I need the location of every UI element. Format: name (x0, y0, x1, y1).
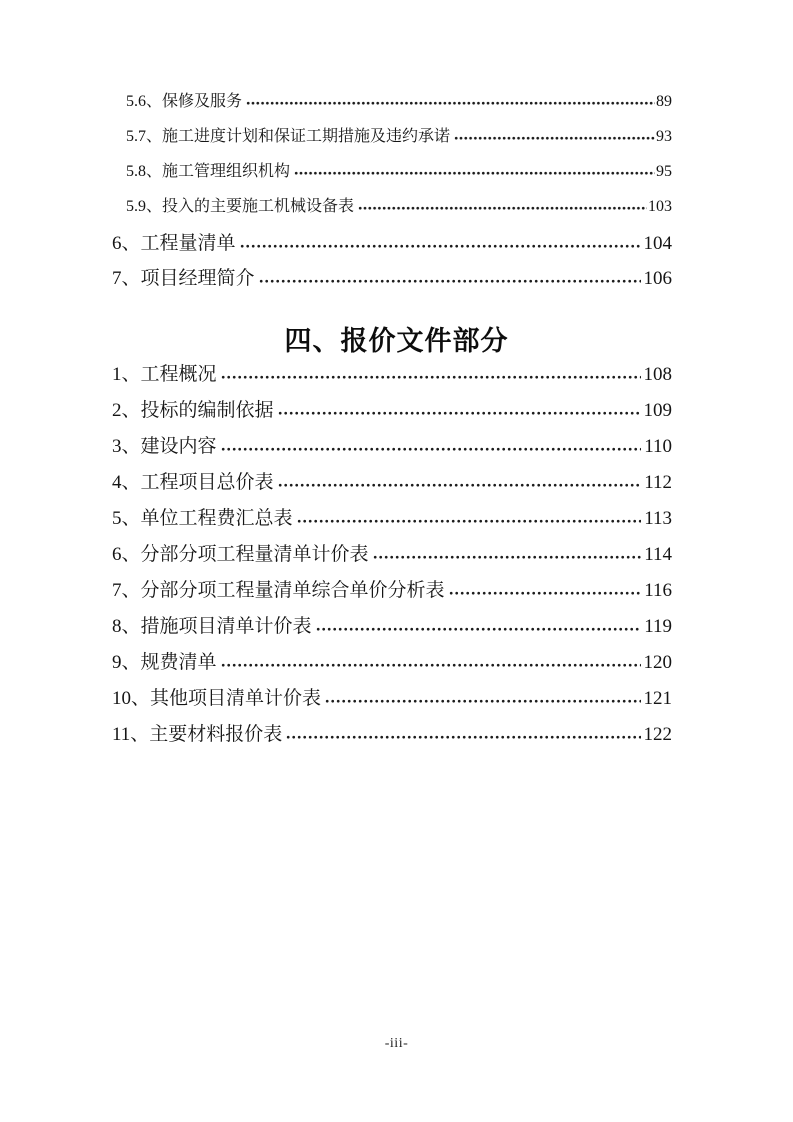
toc-entry-page: 113 (644, 508, 672, 529)
toc-entry-label: 1、工程概况 (112, 364, 217, 385)
toc-entry-label: 9、规费清单 (112, 652, 217, 673)
toc-entry-label: 6、分部分项工程量清单计价表 (112, 544, 369, 565)
toc-entry[interactable] (112, 539, 672, 575)
toc-entry-page: 119 (644, 616, 672, 637)
toc-entry[interactable] (112, 395, 672, 431)
dot-leader (449, 591, 642, 596)
toc-entry-label: 5.7、施工进度计划和保证工期措施及违约承诺 (126, 128, 451, 145)
toc-entry[interactable] (112, 359, 672, 395)
dot-leader (316, 627, 642, 632)
toc-entry-page: 114 (644, 544, 672, 565)
dot-leader (221, 375, 641, 380)
toc-entry[interactable] (112, 228, 672, 263)
toc-entry-page: 103 (648, 198, 672, 215)
page-number-footer: -iii- (384, 1036, 409, 1051)
toc-entry-label: 5.8、施工管理组织机构 (126, 163, 291, 180)
toc-entry[interactable] (112, 467, 672, 503)
toc-entry-label: 10、其他项目清单计价表 (112, 688, 322, 709)
dot-leader (240, 244, 641, 249)
dot-leader (259, 279, 641, 284)
toc-entry[interactable] (112, 263, 672, 298)
toc-entry[interactable] (112, 193, 672, 228)
toc-entry[interactable] (112, 611, 672, 647)
toc-entry-label: 7、项目经理简介 (112, 268, 255, 289)
toc-entry-label: 4、工程项目总价表 (112, 472, 274, 493)
toc-entry-page: 120 (643, 652, 672, 673)
dot-leader (246, 101, 655, 106)
toc-entry-label: 5、单位工程费汇总表 (112, 508, 293, 529)
dot-leader (297, 519, 642, 524)
dot-leader (278, 483, 642, 488)
dot-leader (286, 735, 640, 740)
toc-entry-page: 106 (643, 268, 672, 289)
toc-entry-label: 5.9、投入的主要施工机械设备表 (126, 198, 355, 215)
dot-leader (325, 699, 640, 704)
dot-leader (278, 411, 641, 416)
toc-entry[interactable] (112, 647, 672, 683)
toc-entry[interactable] (112, 431, 672, 467)
toc-entry-label: 7、分部分项工程量清单综合单价分析表 (112, 580, 445, 601)
toc-entry-page: 110 (644, 436, 672, 457)
toc-entry-page: 116 (644, 580, 672, 601)
toc-entry[interactable] (112, 88, 672, 123)
toc-entry-page: 122 (643, 724, 672, 745)
dot-leader (454, 136, 655, 141)
toc-entry-page: 108 (643, 364, 672, 385)
toc-entry-page: 112 (644, 472, 672, 493)
toc-entry-label: 6、工程量清单 (112, 233, 236, 254)
toc-section-3 (112, 88, 672, 298)
toc-entry-label: 3、建设内容 (112, 436, 217, 457)
dot-leader (373, 555, 642, 560)
toc-entry-page: 89 (656, 93, 672, 110)
toc-entry-page: 95 (656, 163, 672, 180)
dot-leader (294, 171, 655, 176)
toc-entry-label: 5.6、保修及服务 (126, 93, 243, 110)
toc-entry[interactable] (112, 158, 672, 193)
toc-entry-label: 2、投标的编制依据 (112, 400, 274, 421)
dot-leader (358, 206, 647, 211)
toc-entry-page: 93 (656, 128, 672, 145)
toc-entry[interactable] (112, 683, 672, 719)
section-heading: 四、报价文件部分 (284, 326, 509, 356)
toc-entry[interactable] (112, 575, 672, 611)
toc-entry-page: 109 (643, 400, 672, 421)
dot-leader (221, 663, 641, 668)
dot-leader (221, 447, 642, 452)
toc-section-4 (112, 359, 672, 755)
toc-entry[interactable] (112, 503, 672, 539)
toc-entry-page: 104 (643, 233, 672, 254)
toc-entry-label: 11、主要材料报价表 (112, 724, 283, 745)
toc-entry[interactable] (112, 123, 672, 158)
toc-entry-page: 121 (643, 688, 672, 709)
toc-entry[interactable] (112, 719, 672, 755)
toc-entry-label: 8、措施项目清单计价表 (112, 616, 312, 637)
